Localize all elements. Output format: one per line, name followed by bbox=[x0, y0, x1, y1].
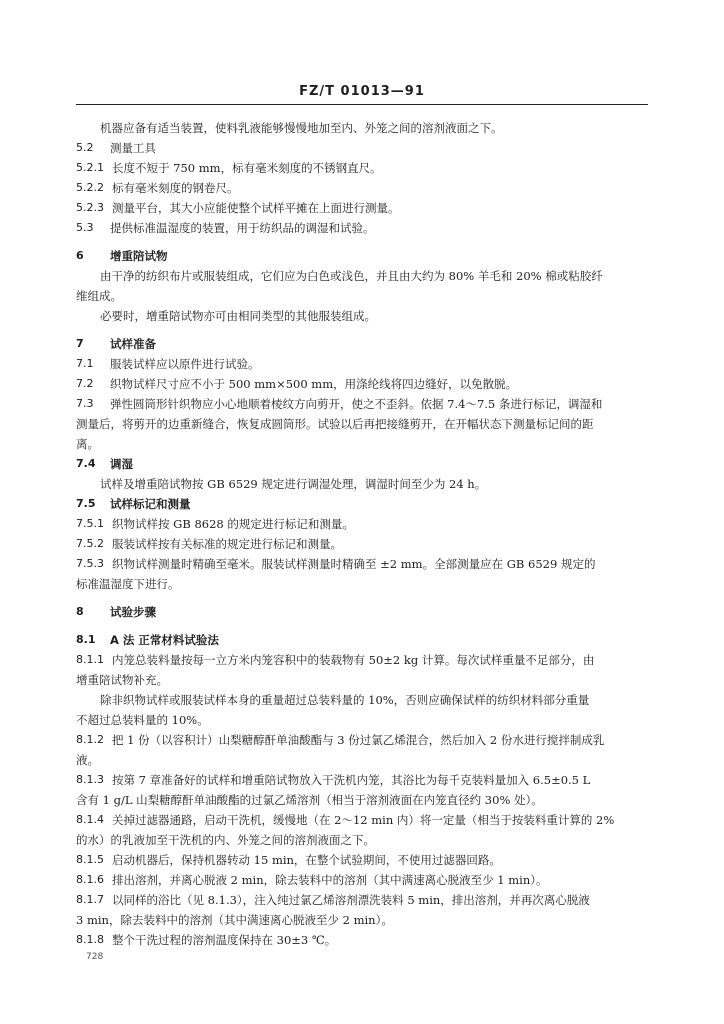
section-title: 试验步骤 bbox=[110, 605, 156, 619]
clause-8-1-4 bbox=[76, 810, 648, 830]
clause-8-1-2 bbox=[76, 730, 648, 750]
clause-text: 织物试样尺寸应不小于 500 mm×500 mm，用涤纶线将四边缝好，以免散脱。 bbox=[110, 377, 518, 391]
clause-text: 织物试样测量时精确至毫米。服装试样测量时精确至 ±2 mm。全部测量应在 GB 6529 规定的 bbox=[112, 557, 596, 571]
clause-text: 内笼总装料量按每一立方米内笼容积中的装载物有 50±2 kg 计算。每次试样重量不足部分，由 bbox=[112, 653, 595, 667]
clause-7-5-2 bbox=[76, 534, 648, 554]
section-8-heading bbox=[76, 602, 648, 622]
clause-number: 7.5.1 bbox=[76, 517, 104, 530]
clause-number: 5.2 bbox=[76, 141, 94, 154]
section-6-heading bbox=[76, 246, 648, 266]
clause-text: 服装试样应以原件进行试验。 bbox=[110, 357, 260, 371]
clause-text: 长度不短于 750 mm，标有毫米刻度的不锈钢直尺。 bbox=[112, 161, 382, 175]
clause-7-5 bbox=[76, 494, 648, 514]
paragraph: 必要时，增重陪试物亦可由相同类型的其他服装组成。 bbox=[100, 309, 376, 323]
section-7-heading bbox=[76, 334, 648, 354]
clause-number: 7.4 bbox=[76, 457, 96, 470]
section-number: 6 bbox=[76, 249, 84, 262]
paragraph: 由干净的纺织布片或服装组成，它们应为白色或浅色，并且由大约为 80% 羊毛和 20% 棉或粘胶纤 bbox=[100, 269, 603, 283]
clause-8-1-6 bbox=[76, 870, 648, 890]
clause-7-3 bbox=[76, 394, 648, 414]
section-title: 试样准备 bbox=[110, 337, 156, 351]
clause-number: 8.1.1 bbox=[76, 653, 104, 666]
section-title: 增重陪试物 bbox=[110, 249, 168, 263]
header-rule bbox=[76, 104, 648, 105]
clause-number: 8.1.7 bbox=[76, 893, 104, 906]
clause-8-1-7 bbox=[76, 890, 648, 910]
clause-number: 5.2.3 bbox=[76, 201, 104, 214]
clause-continuation: 测量后，将剪开的边重新缝合，恢复成圆筒形。试验以后再把接缝剪开，在开幅状态下测量标记间的距 bbox=[76, 417, 594, 431]
clause-continuation: 液。 bbox=[76, 753, 99, 767]
clause-text: 排出溶剂，并离心脱液 2 min，除去装料中的溶剂（其中满速离心脱液至少 1 min）。 bbox=[112, 873, 548, 887]
clause-number: 7.5 bbox=[76, 497, 96, 510]
clause-5-2-1 bbox=[76, 158, 648, 178]
clause-number: 7.5.2 bbox=[76, 537, 104, 550]
clause-5-3 bbox=[76, 218, 648, 238]
paragraph: 除非织物试样或服装试样本身的重量超过总装料量的 10%，否则应确保试样的纺织材料部分重量 bbox=[100, 693, 590, 707]
clause-text: 关掉过滤器通路，启动干洗机，缓慢地（在 2～12 min 内）将一定量（相当于按装料重计算的 2% bbox=[112, 813, 615, 827]
section-number: 7 bbox=[76, 337, 84, 350]
clause-number: 8.1.6 bbox=[76, 873, 104, 886]
clause-number: 8.1.8 bbox=[76, 933, 104, 946]
clause-8-1-5 bbox=[76, 850, 648, 870]
clause-text: 启动机器后，保持机器转动 15 min，在整个试验期间，不使用过滤器回路。 bbox=[112, 853, 501, 867]
clause-number: 5.2.2 bbox=[76, 181, 104, 194]
clause-text: 弹性圆筒形针织物应小心地顺着棱纹方向剪开，使之不歪斜。依据 7.4～7.5 条进行标记，调湿和 bbox=[110, 397, 603, 411]
clause-number: 7.2 bbox=[76, 377, 94, 390]
clause-title: 试样标记和测量 bbox=[110, 497, 191, 511]
clause-5-2-3 bbox=[76, 198, 648, 218]
clause-title: 调湿 bbox=[110, 457, 133, 471]
clause-title: A 法 正常材料试验法 bbox=[110, 633, 219, 647]
clause-continuation: 增重陪试物补充。 bbox=[76, 673, 168, 687]
standard-code-header: FZ/T 01013—91 bbox=[299, 84, 425, 99]
clause-text: 测量工具 bbox=[110, 141, 156, 155]
clause-5-2-2 bbox=[76, 178, 648, 198]
clause-number: 8.1 bbox=[76, 633, 96, 646]
clause-text: 以同样的浴比（见 8.1.3），注入纯过氯乙烯溶剂漂洗装料 5 min，排出溶剂，并再次离心脱液 bbox=[112, 893, 590, 907]
clause-text: 把 1 份（以容积计）山梨糖醇酐单油酸酯与 3 份过氯乙烯混合，然后加入 2 份水进行搅拌制成乳 bbox=[112, 733, 605, 747]
clause-7-2 bbox=[76, 374, 648, 394]
clause-5-2 bbox=[76, 138, 648, 158]
document-body bbox=[76, 118, 648, 950]
clause-text: 提供标准温湿度的装置，用于纺织品的调湿和试验。 bbox=[110, 221, 375, 235]
clause-text: 织物试样按 GB 8628 的规定进行标记和测量。 bbox=[112, 517, 354, 531]
clause-text: 整个干洗过程的溶剂温度保持在 30±3 ℃。 bbox=[112, 933, 337, 947]
clause-8-1 bbox=[76, 630, 648, 650]
clause-7-1 bbox=[76, 354, 648, 374]
clause-number: 7.3 bbox=[76, 397, 94, 410]
paragraph: 机器应备有适当装置，使料乳液能够慢慢地加至内、外笼之间的溶剂液面之下。 bbox=[100, 121, 503, 135]
clause-number: 5.2.1 bbox=[76, 161, 104, 174]
clause-text: 按第 7 章准备好的试样和增重陪试物放入干洗机内笼，其浴比为每千克装料量加入 6.5±0.5 L bbox=[112, 773, 591, 787]
clause-continuation: 的水）的乳液加至干洗机的内、外笼之间的溶剂液面之下。 bbox=[76, 833, 375, 847]
clause-8-1-8 bbox=[76, 930, 648, 950]
clause-8-1-3 bbox=[76, 770, 648, 790]
clause-7-5-1 bbox=[76, 514, 648, 534]
section-number: 8 bbox=[76, 605, 84, 618]
clause-number: 8.1.3 bbox=[76, 773, 104, 786]
clause-number: 8.1.2 bbox=[76, 733, 104, 746]
clause-7-4 bbox=[76, 454, 648, 474]
clause-number: 7.5.3 bbox=[76, 557, 104, 570]
clause-number: 7.1 bbox=[76, 357, 94, 370]
clause-continuation: 含有 1 g/L 山梨糖醇酐单油酸酯的过氯乙烯溶剂（相当于溶剂液面在内笼直径约 30% 处）。 bbox=[76, 793, 543, 807]
clause-7-5-3 bbox=[76, 554, 648, 574]
clause-text: 测量平台，其大小应能使整个试样平摊在上面进行测量。 bbox=[112, 201, 400, 215]
page-number: 728 bbox=[86, 952, 104, 962]
paragraph-continuation: 维组成。 bbox=[76, 289, 122, 303]
clause-number: 8.1.4 bbox=[76, 813, 104, 826]
clause-continuation: 离。 bbox=[76, 437, 99, 451]
clause-number: 8.1.5 bbox=[76, 853, 104, 866]
clause-continuation: 标准温湿度下进行。 bbox=[76, 577, 180, 591]
paragraph-continuation: 不超过总装料量的 10%。 bbox=[76, 713, 209, 727]
paragraph: 试样及增重陪试物按 GB 6529 规定进行调湿处理，调湿时间至少为 24 h。 bbox=[100, 477, 487, 491]
clause-text: 服装试样按有关标准的规定进行标记和测量。 bbox=[112, 537, 342, 551]
clause-number: 5.3 bbox=[76, 221, 94, 234]
clause-continuation: 3 min，除去装料中的溶剂（其中满速离心脱液至少 2 min）。 bbox=[76, 913, 393, 927]
clause-8-1-1 bbox=[76, 650, 648, 670]
clause-text: 标有毫米刻度的钢卷尺。 bbox=[112, 181, 239, 195]
